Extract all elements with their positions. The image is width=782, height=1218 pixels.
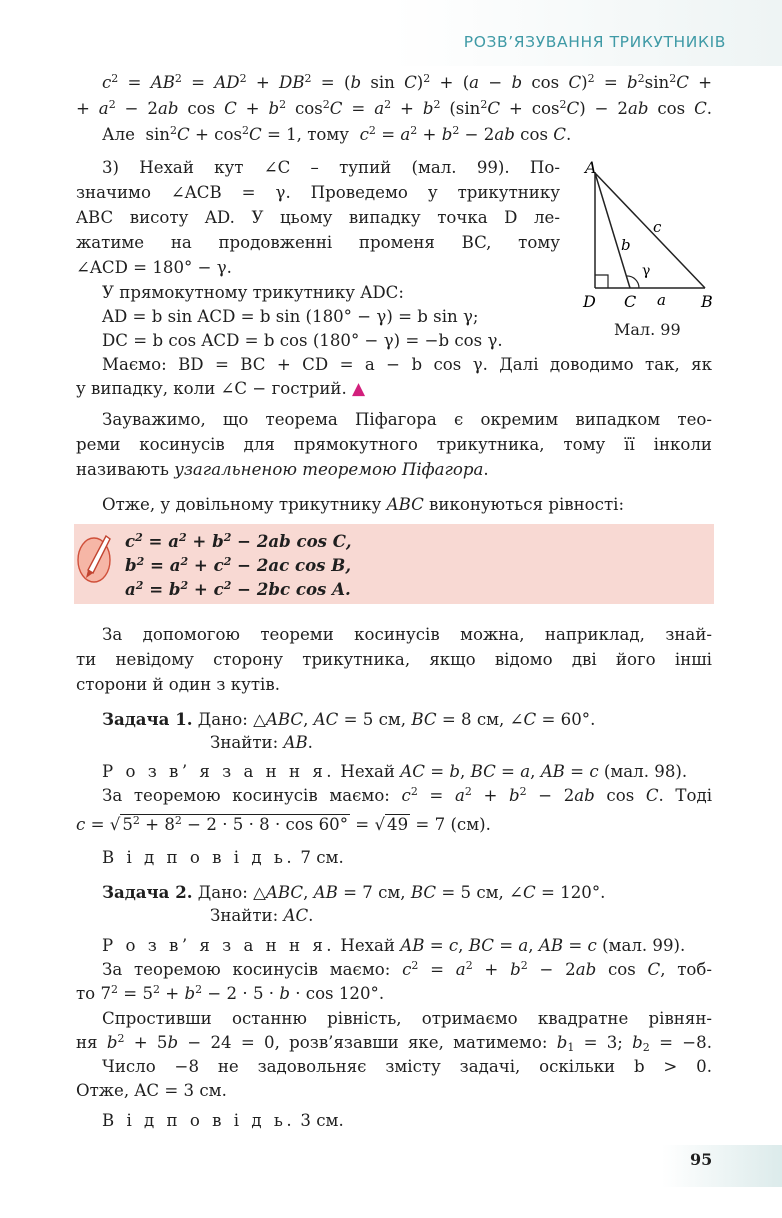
formula-line-2: + $a^2 - 2ab$ $\cos C + b^2$ $\cos^2C = a^2 + b^2$ $(\sin^2C + \cos^2C) - 2ab$ cos C.	[76, 98, 713, 118]
bd-formula: Маємо: BD = BC + CD = a − b cos γ. Далі доводимо так, як	[102, 355, 712, 374]
case3-line-4: жатиме на продовженні променя BC, тому	[76, 233, 560, 252]
label-gamma: γ	[642, 263, 651, 279]
case3-line-1: 3) Нехай кут ∠C – тупий (мал. 99). По-	[102, 158, 560, 177]
page-number: 95	[690, 1150, 713, 1169]
generalized-pythagoras-term: узагальненою теоремою Піфагора	[174, 460, 484, 479]
section-title: РОЗВ’ЯЗУВАННЯ ТРИКУТНИКІВ	[463, 33, 726, 51]
task2-given: Задача 2. Дано: △ABC, AB = 7 см, BC = 5 см, ∠C = 120°.	[102, 882, 606, 902]
bd-conclusion-text: у випадку, коли ∠C − гострий.	[76, 379, 347, 398]
solution-word: Р о з в’ я з а н н я.	[102, 762, 336, 781]
task2-solution-line-2: За теоремою косинусів маємо: $c^2 = a^2 + b^2 - 2ab$ cos C, тоб-	[102, 959, 713, 979]
use-line-2: ти невідому сторону трикутника, якщо відомо дві його інші	[76, 650, 712, 669]
case3-line-5: ∠ACD = 180° − γ.	[76, 258, 232, 277]
task2-answer-value: 3 см.	[295, 1111, 344, 1130]
task1-answer-value: 7 см.	[295, 848, 344, 867]
therefore-text-end: виконуються рівності:	[423, 495, 625, 514]
therefore-abc: ABC	[386, 495, 424, 514]
note-line-3	[76, 457, 712, 483]
label-a-vertex: A	[585, 158, 597, 177]
task1-solution-line-3: c = √ $5^2 + 8^2 - 2 \cdot 5 \cdot 8 \cdot \cos 60^\circ$ = √ 49 = 7 (см).	[76, 814, 491, 834]
cosine-law-b: $b^2 = a^2 + c^2 - 2ac$ cos B,	[125, 555, 352, 575]
cosine-law-a: $a^2 = b^2 + c^2 - 2bc$ cos A.	[125, 579, 351, 599]
triangle-figure-99	[575, 155, 725, 315]
task2-solution-line-1: Р о з в’ я з а н н я. Нехай AB = c, BC = a, AB = c (мал. 99).	[102, 936, 686, 955]
label-side-b: b	[621, 236, 631, 254]
case3-line-2: значимо ∠ACB = γ. Проведемо у трикутнику	[76, 183, 560, 202]
note-line-3-end: .	[483, 460, 489, 479]
cosine-law-c: $c^2 = a^2 + b^2 - 2ab$ cos C,	[125, 531, 352, 551]
task1-label: Задача 1.	[102, 709, 193, 729]
note-line-3-start: називають	[76, 460, 175, 479]
task2-solution-line-5: ня $b^2 + 5b - 24 = 0$, розв’язавши яке, матимемо: $b_1 = 3$; $b_2 = -8$.	[76, 1032, 712, 1054]
task2-solution-line-6: Число −8 не задовольняє змісту задачі, оскільки b > 0.	[102, 1057, 712, 1076]
task2-label: Задача 2.	[102, 882, 193, 902]
task1-given: Задача 1. Дано: △ABC, AC = 5 см, BC = 8 см, ∠C = 60°.	[102, 709, 596, 729]
use-line-3: сторони й один з кутів.	[76, 675, 280, 694]
task2-answer	[102, 1108, 712, 1134]
case3-line-6: У прямокутному трикутнику ADC:	[102, 283, 404, 302]
label-side-c: c	[653, 218, 662, 236]
task2-find: Знайти: AC.	[210, 906, 314, 925]
task2-solution-line-3: то $7^2 = 5^2 + b^2 - 2 \cdot 5 \cdot b \cdot \cos 120^\circ$.	[76, 983, 385, 1003]
figure-caption: Мал. 99	[614, 320, 681, 339]
end-of-proof-icon: ▲	[352, 379, 366, 399]
answer-word: В і д п о в і д ь.	[102, 848, 296, 867]
task1-answer	[102, 845, 712, 871]
remember-pencil-icon	[76, 530, 116, 586]
dc-formula: DC = b cos ACD = b cos (180° − γ) = −b cos γ.	[102, 331, 503, 350]
label-b-vertex: B	[701, 292, 713, 311]
label-c-vertex: C	[624, 292, 637, 311]
label-side-a: a	[657, 291, 666, 309]
therefore-text: Отже, у довільному трикутнику	[102, 495, 387, 514]
task1-solution-line-2: За теоремою косинусів маємо: $c^2 = a^2 + b^2 - 2ab$ cos C. Тоді	[102, 785, 712, 805]
formula-line-3: Але $\sin^2C + \cos^2C = 1$, тому $c^2 = a^2 + b^2 - 2ab$ cos C.	[102, 124, 572, 144]
note-line-1: Зауважимо, що теорема Піфагора є окремим випадком тео-	[102, 410, 712, 429]
bd-conclusion	[76, 376, 712, 402]
label-d-vertex: D	[583, 292, 596, 311]
formula-line-1: $c^2 = AB^2 = AD^2 + DB^2 = (b$ sin C)$^2$ + (a − b $\cos C)^2 = b^2\sin^2C$ +	[102, 72, 713, 92]
use-line-1: За допомогою теореми косинусів можна, наприклад, знай-	[102, 625, 712, 644]
answer-word-2: В і д п о в і д ь.	[102, 1111, 296, 1130]
task2-solution-line-7: Отже, AC = 3 см.	[76, 1081, 227, 1100]
task2-solution-line-4: Спростивши останню рівність, отримаємо квадратне рівнян-	[102, 1009, 712, 1028]
solution-word-2: Р о з в’ я з а н н я.	[102, 936, 336, 955]
note-line-2: реми косинусів для прямокутного трикутника, тому її інколи	[76, 435, 712, 454]
right-angle-mark	[595, 275, 608, 288]
ad-formula: AD = b sin ACD = b sin (180° − γ) = b sin γ;	[102, 307, 479, 326]
therefore-line	[102, 492, 712, 518]
task1-solution-line-1: Р о з в’ я з а н н я. Нехай AC = b, BC = a, AB = c (мал. 98).	[102, 762, 688, 781]
case3-line-3: ABC висоту AD. У цьому випадку точка D ле-	[76, 208, 560, 227]
page-number-band	[662, 1145, 782, 1187]
task1-find: Знайти: AB.	[210, 733, 313, 752]
